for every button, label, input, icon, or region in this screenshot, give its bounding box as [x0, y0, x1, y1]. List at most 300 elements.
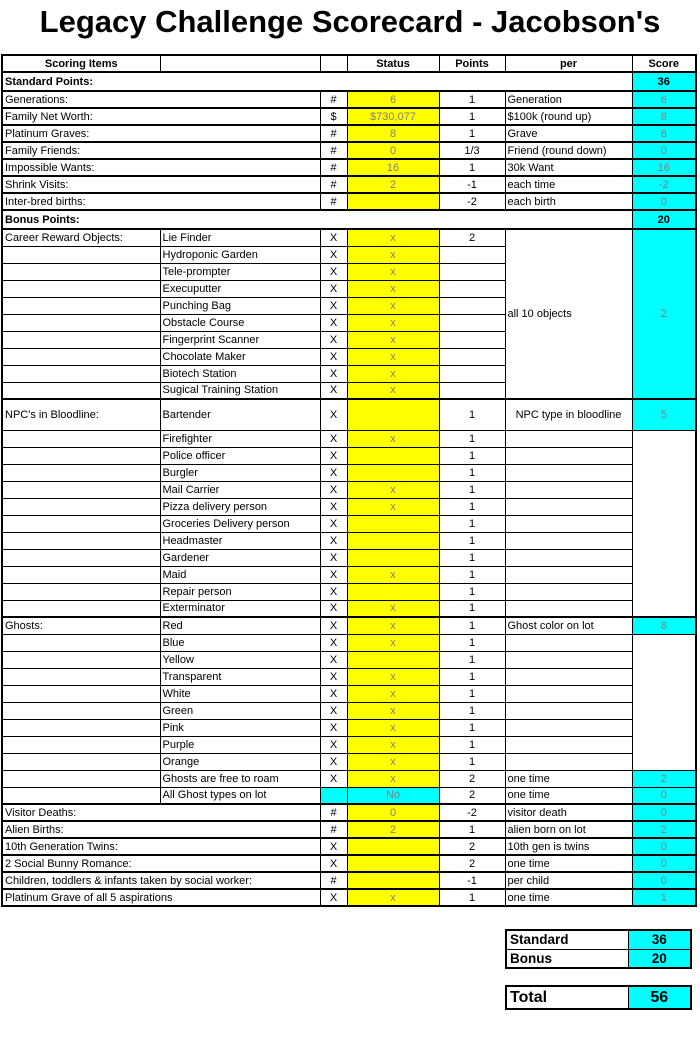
group-name-cell [2, 770, 160, 787]
table-row [2, 91, 696, 108]
per-cell [505, 498, 632, 515]
group-name-cell [2, 464, 160, 481]
per-cell [505, 634, 632, 651]
status-input-cell[interactable] [347, 532, 439, 549]
marker-cell [320, 787, 347, 804]
table-row [2, 72, 696, 91]
marker-cell: X [320, 753, 347, 770]
group-name-cell [2, 331, 160, 348]
status-input-cell[interactable]: x [347, 702, 439, 719]
status-input-cell[interactable]: $730,077 [347, 108, 439, 125]
table-row [2, 872, 696, 889]
item-name-cell: Green [160, 702, 320, 719]
points-cell: 1 [439, 515, 505, 532]
table-row [2, 108, 696, 125]
status-input-cell[interactable]: x [347, 331, 439, 348]
points-cell: 1 [439, 753, 505, 770]
points-cell: -2 [439, 193, 505, 210]
group-name-cell [2, 297, 160, 314]
score-cell: 0 [632, 872, 696, 889]
marker-cell: X [320, 246, 347, 263]
status-input-cell[interactable]: 2 [347, 821, 439, 838]
item-name-cell: Bartender [160, 399, 320, 430]
points-cell: 1 [439, 532, 505, 549]
status-input-cell[interactable]: x [347, 263, 439, 280]
per-cell [505, 481, 632, 498]
marker-cell: X [320, 668, 347, 685]
item-name-cell: All Ghost types on lot [160, 787, 320, 804]
standard-points-header-cell: Standard Points: [2, 72, 632, 91]
table-row [2, 55, 696, 72]
table-row [2, 838, 696, 855]
item-name-cell: Punching Bag [160, 297, 320, 314]
score-cell: 8 [632, 125, 696, 142]
per-cell: 10th gen is twins [505, 838, 632, 855]
marker-cell: # [320, 176, 347, 193]
score-cell: 0 [632, 804, 696, 821]
group-name-cell [2, 549, 160, 566]
status-input-cell[interactable]: x [347, 246, 439, 263]
marker-cell: X [320, 430, 347, 447]
total-value: 56 [628, 986, 691, 1009]
points-cell: 1 [439, 108, 505, 125]
points-cell: 1 [439, 399, 505, 430]
item-name-cell: Headmaster [160, 532, 320, 549]
status-input-cell[interactable]: No [347, 787, 439, 804]
points-cell: 1 [439, 430, 505, 447]
score-cell: 1 [632, 889, 696, 906]
column-header-points: Points [439, 55, 505, 72]
per-cell [505, 736, 632, 753]
standard-points-score-cell: 36 [632, 72, 696, 91]
group-name-cell [2, 348, 160, 365]
points-cell [439, 348, 505, 365]
points-cell: 1 [439, 702, 505, 719]
item-name-cell: Mail Carrier [160, 481, 320, 498]
status-input-cell[interactable] [347, 515, 439, 532]
item-name-cell: Ghosts are free to roam [160, 770, 320, 787]
per-cell: 30k Want [505, 159, 632, 176]
per-cell [505, 515, 632, 532]
marker-cell: X [320, 399, 347, 430]
summary-box [505, 929, 692, 969]
item-name-cell: Maid [160, 566, 320, 583]
status-input-cell[interactable]: x [347, 600, 439, 617]
total-label: Total [506, 986, 628, 1009]
per-cell [505, 600, 632, 617]
table-row [2, 464, 696, 481]
table-row [2, 583, 696, 600]
row-label-cell: Impossible Wants: [2, 159, 320, 176]
points-cell [439, 382, 505, 399]
status-input-cell[interactable]: x [347, 297, 439, 314]
item-name-cell: Fingerprint Scanner [160, 331, 320, 348]
item-name-cell: Red [160, 617, 320, 634]
group-name-cell [2, 263, 160, 280]
summary-standard-value: 36 [628, 930, 691, 949]
item-name-cell: Blue [160, 634, 320, 651]
points-cell: 1 [439, 125, 505, 142]
marker-cell: # [320, 142, 347, 159]
points-cell: 1 [439, 736, 505, 753]
status-input-cell[interactable]: 6 [347, 91, 439, 108]
row-label-cell: Generations: [2, 91, 320, 108]
status-input-cell[interactable]: 2 [347, 176, 439, 193]
table-row [2, 447, 696, 464]
marker-cell: X [320, 382, 347, 399]
per-cell [505, 719, 632, 736]
item-name-cell: Pink [160, 719, 320, 736]
status-input-cell[interactable]: x [347, 889, 439, 906]
per-cell: Generation [505, 91, 632, 108]
points-cell: 1 [439, 549, 505, 566]
column-header-per: per [505, 55, 632, 72]
per-cell [505, 702, 632, 719]
marker-cell: $ [320, 108, 347, 125]
points-cell: -1 [439, 176, 505, 193]
status-input-cell[interactable] [347, 399, 439, 430]
group-name-cell [2, 365, 160, 382]
status-input-cell[interactable] [347, 838, 439, 855]
per-cell: Ghost color on lot [505, 617, 632, 634]
marker-cell: # [320, 872, 347, 889]
bonus-points-score-cell: 20 [632, 210, 696, 229]
score-cell: 8 [632, 617, 696, 634]
group-name-cell [2, 314, 160, 331]
marker-cell: X [320, 331, 347, 348]
marker-cell: # [320, 804, 347, 821]
marker-cell: X [320, 365, 347, 382]
status-input-cell[interactable] [347, 872, 439, 889]
per-cell [505, 549, 632, 566]
points-cell: -2 [439, 804, 505, 821]
row-label-cell: 2 Social Bunny Romance: [2, 855, 320, 872]
table-row [2, 651, 696, 668]
marker-cell: X [320, 838, 347, 855]
table-row [2, 229, 696, 246]
marker-cell: X [320, 481, 347, 498]
points-cell: 2 [439, 787, 505, 804]
status-input-cell[interactable]: x [347, 229, 439, 246]
status-input-cell[interactable]: x [347, 566, 439, 583]
points-cell [439, 314, 505, 331]
group-name-cell [2, 515, 160, 532]
status-input-cell[interactable]: x [347, 685, 439, 702]
row-label-cell: Family Net Worth: [2, 108, 320, 125]
status-input-cell[interactable]: x [347, 736, 439, 753]
per-cell: each birth [505, 193, 632, 210]
per-cell [505, 532, 632, 549]
row-label-cell: Inter-bred births: [2, 193, 320, 210]
group-name-cell [2, 498, 160, 515]
status-input-cell[interactable] [347, 651, 439, 668]
per-cell: per child [505, 872, 632, 889]
group-name-cell [2, 532, 160, 549]
item-name-cell: Firefighter [160, 430, 320, 447]
points-cell: 1 [439, 91, 505, 108]
item-name-cell: Exterminator [160, 600, 320, 617]
row-label-cell: Shrink Visits: [2, 176, 320, 193]
points-cell: 1 [439, 634, 505, 651]
table-row [2, 193, 696, 210]
points-cell [439, 297, 505, 314]
group-name-cell [2, 702, 160, 719]
row-label-cell: Platinum Graves: [2, 125, 320, 142]
group-name-cell [2, 583, 160, 600]
points-cell: 1 [439, 464, 505, 481]
item-name-cell: Gardener [160, 549, 320, 566]
group-name-cell [2, 600, 160, 617]
table-row [2, 889, 696, 906]
status-input-cell[interactable]: 16 [347, 159, 439, 176]
group-name-cell [2, 246, 160, 263]
marker-cell: X [320, 702, 347, 719]
points-cell [439, 331, 505, 348]
group-name-cell [2, 685, 160, 702]
table-row [2, 719, 696, 736]
status-input-cell[interactable]: x [347, 719, 439, 736]
marker-cell: X [320, 770, 347, 787]
points-cell [439, 263, 505, 280]
summary-bonus-value: 20 [628, 949, 691, 968]
row-label-cell: Family Friends: [2, 142, 320, 159]
per-cell [505, 685, 632, 702]
score-cell: 2 [632, 821, 696, 838]
points-cell: 1 [439, 668, 505, 685]
status-input-cell[interactable]: x [347, 481, 439, 498]
marker-cell: X [320, 532, 347, 549]
item-name-cell: White [160, 685, 320, 702]
per-cell: each time [505, 176, 632, 193]
per-cell [505, 651, 632, 668]
table-row [2, 498, 696, 515]
table-row [2, 787, 696, 804]
marker-cell: # [320, 159, 347, 176]
per-cell: one time [505, 770, 632, 787]
per-cell [505, 668, 632, 685]
status-input-cell[interactable] [347, 549, 439, 566]
group-name-cell [2, 736, 160, 753]
marker-cell: X [320, 348, 347, 365]
status-input-cell[interactable]: x [347, 617, 439, 634]
marker-cell: # [320, 91, 347, 108]
score-cell [632, 634, 696, 770]
marker-cell: X [320, 464, 347, 481]
marker-cell: X [320, 855, 347, 872]
status-input-cell[interactable]: x [347, 314, 439, 331]
table-row [2, 142, 696, 159]
status-input-cell[interactable]: 0 [347, 142, 439, 159]
status-input-cell[interactable]: x [347, 365, 439, 382]
marker-cell: X [320, 549, 347, 566]
score-cell: 16 [632, 159, 696, 176]
group-name-cell [2, 382, 160, 399]
status-input-cell[interactable]: 8 [347, 125, 439, 142]
table-row [2, 600, 696, 617]
marker-cell: X [320, 719, 347, 736]
marker-cell: X [320, 889, 347, 906]
table-row [506, 986, 691, 1009]
points-cell: -1 [439, 872, 505, 889]
points-cell: 2 [439, 229, 505, 246]
row-label-cell: Platinum Grave of all 5 aspirations [2, 889, 320, 906]
points-cell: 1 [439, 498, 505, 515]
score-cell: 0 [632, 838, 696, 855]
points-cell: 1 [439, 583, 505, 600]
page-title: Legacy Challenge Scorecard - Jacobson's [39, 4, 661, 39]
status-input-cell[interactable] [347, 855, 439, 872]
status-input-cell[interactable] [347, 583, 439, 600]
row-label-cell: 10th Generation Twins: [2, 838, 320, 855]
marker-cell: X [320, 685, 347, 702]
points-cell [439, 280, 505, 297]
group-name-cell [2, 719, 160, 736]
item-name-cell: Execuputter [160, 280, 320, 297]
marker-cell: X [320, 447, 347, 464]
table-row [2, 176, 696, 193]
status-input-cell[interactable] [347, 447, 439, 464]
status-input-cell[interactable] [347, 193, 439, 210]
points-cell: 1 [439, 481, 505, 498]
table-row [2, 685, 696, 702]
points-cell: 2 [439, 770, 505, 787]
group-name-cell [2, 651, 160, 668]
points-cell: 1 [439, 685, 505, 702]
points-cell: 1 [439, 600, 505, 617]
column-header-blank [160, 55, 320, 72]
marker-cell: X [320, 736, 347, 753]
per-cell: one time [505, 787, 632, 804]
status-input-cell[interactable]: x [347, 753, 439, 770]
per-cell: Grave [505, 125, 632, 142]
table-row [2, 821, 696, 838]
per-cell: NPC type in bloodline [505, 399, 632, 430]
summary-bonus-label: Bonus [506, 949, 628, 968]
score-cell: -2 [632, 176, 696, 193]
table-row [2, 210, 696, 229]
marker-cell: # [320, 821, 347, 838]
item-name-cell: Lie Finder [160, 229, 320, 246]
item-name-cell: Hydroponic Garden [160, 246, 320, 263]
item-name-cell: Purple [160, 736, 320, 753]
per-cell [505, 753, 632, 770]
item-name-cell: Yellow [160, 651, 320, 668]
group-name-cell [2, 753, 160, 770]
table-row [2, 549, 696, 566]
score-cell: 0 [632, 142, 696, 159]
per-cell [505, 447, 632, 464]
score-cell: 8 [632, 108, 696, 125]
status-input-cell[interactable]: x [347, 382, 439, 399]
row-label-cell: Visitor Deaths: [2, 804, 320, 821]
table-row [2, 399, 696, 430]
per-cell: Friend (round down) [505, 142, 632, 159]
scorecard-table [1, 54, 697, 907]
score-cell: 2 [632, 770, 696, 787]
status-input-cell[interactable]: x [347, 634, 439, 651]
item-name-cell: Chocolate Maker [160, 348, 320, 365]
row-label-cell: Children, toddlers & infants taken by social worker: [2, 872, 320, 889]
total-box [505, 985, 692, 1010]
per-cell: alien born on lot [505, 821, 632, 838]
score-cell: 0 [632, 787, 696, 804]
status-input-cell[interactable]: x [347, 430, 439, 447]
status-input-cell[interactable]: x [347, 280, 439, 297]
score-cell: 2 [632, 229, 696, 399]
row-label-cell: Alien Births: [2, 821, 320, 838]
per-cell: visitor death [505, 804, 632, 821]
item-name-cell: Sugical Training Station [160, 382, 320, 399]
table-row [2, 532, 696, 549]
status-input-cell[interactable]: x [347, 498, 439, 515]
table-row [2, 481, 696, 498]
points-cell: 1 [439, 821, 505, 838]
marker-cell: X [320, 566, 347, 583]
table-row [2, 634, 696, 651]
column-header-score: Score [632, 55, 696, 72]
points-cell: 1/3 [439, 142, 505, 159]
column-header-scoring-items: Scoring Items [2, 55, 160, 72]
per-cell [505, 430, 632, 447]
item-name-cell: Biotech Station [160, 365, 320, 382]
per-cell [505, 566, 632, 583]
summary-standard-label: Standard [506, 930, 628, 949]
marker-cell: X [320, 297, 347, 314]
status-input-cell[interactable] [347, 464, 439, 481]
table-row [2, 159, 696, 176]
marker-cell: X [320, 651, 347, 668]
marker-cell: X [320, 634, 347, 651]
marker-cell: X [320, 600, 347, 617]
group-name-cell [2, 787, 160, 804]
points-cell: 1 [439, 889, 505, 906]
score-cell: 0 [632, 193, 696, 210]
table-row [2, 855, 696, 872]
points-cell: 1 [439, 566, 505, 583]
points-cell: 1 [439, 447, 505, 464]
score-cell: 5 [632, 399, 696, 430]
status-input-cell[interactable]: x [347, 770, 439, 787]
points-cell [439, 246, 505, 263]
points-cell: 1 [439, 719, 505, 736]
status-input-cell[interactable]: x [347, 668, 439, 685]
status-input-cell[interactable]: x [347, 348, 439, 365]
table-row [506, 949, 691, 968]
points-cell: 1 [439, 159, 505, 176]
per-cell: all 10 objects [505, 229, 632, 399]
points-cell: 2 [439, 855, 505, 872]
item-name-cell: Burgler [160, 464, 320, 481]
table-row [2, 753, 696, 770]
table-row [2, 770, 696, 787]
table-row [2, 125, 696, 142]
group-name-cell [2, 566, 160, 583]
group-name-cell [2, 447, 160, 464]
table-row [506, 930, 691, 949]
group-name-cell: Ghosts: [2, 617, 160, 634]
marker-cell: X [320, 314, 347, 331]
marker-cell: X [320, 229, 347, 246]
group-name-cell [2, 430, 160, 447]
table-row [2, 702, 696, 719]
table-row [2, 736, 696, 753]
per-cell: one time [505, 855, 632, 872]
marker-cell: X [320, 280, 347, 297]
per-cell: one time [505, 889, 632, 906]
score-cell [632, 430, 696, 617]
per-cell [505, 464, 632, 481]
status-input-cell[interactable]: 0 [347, 804, 439, 821]
